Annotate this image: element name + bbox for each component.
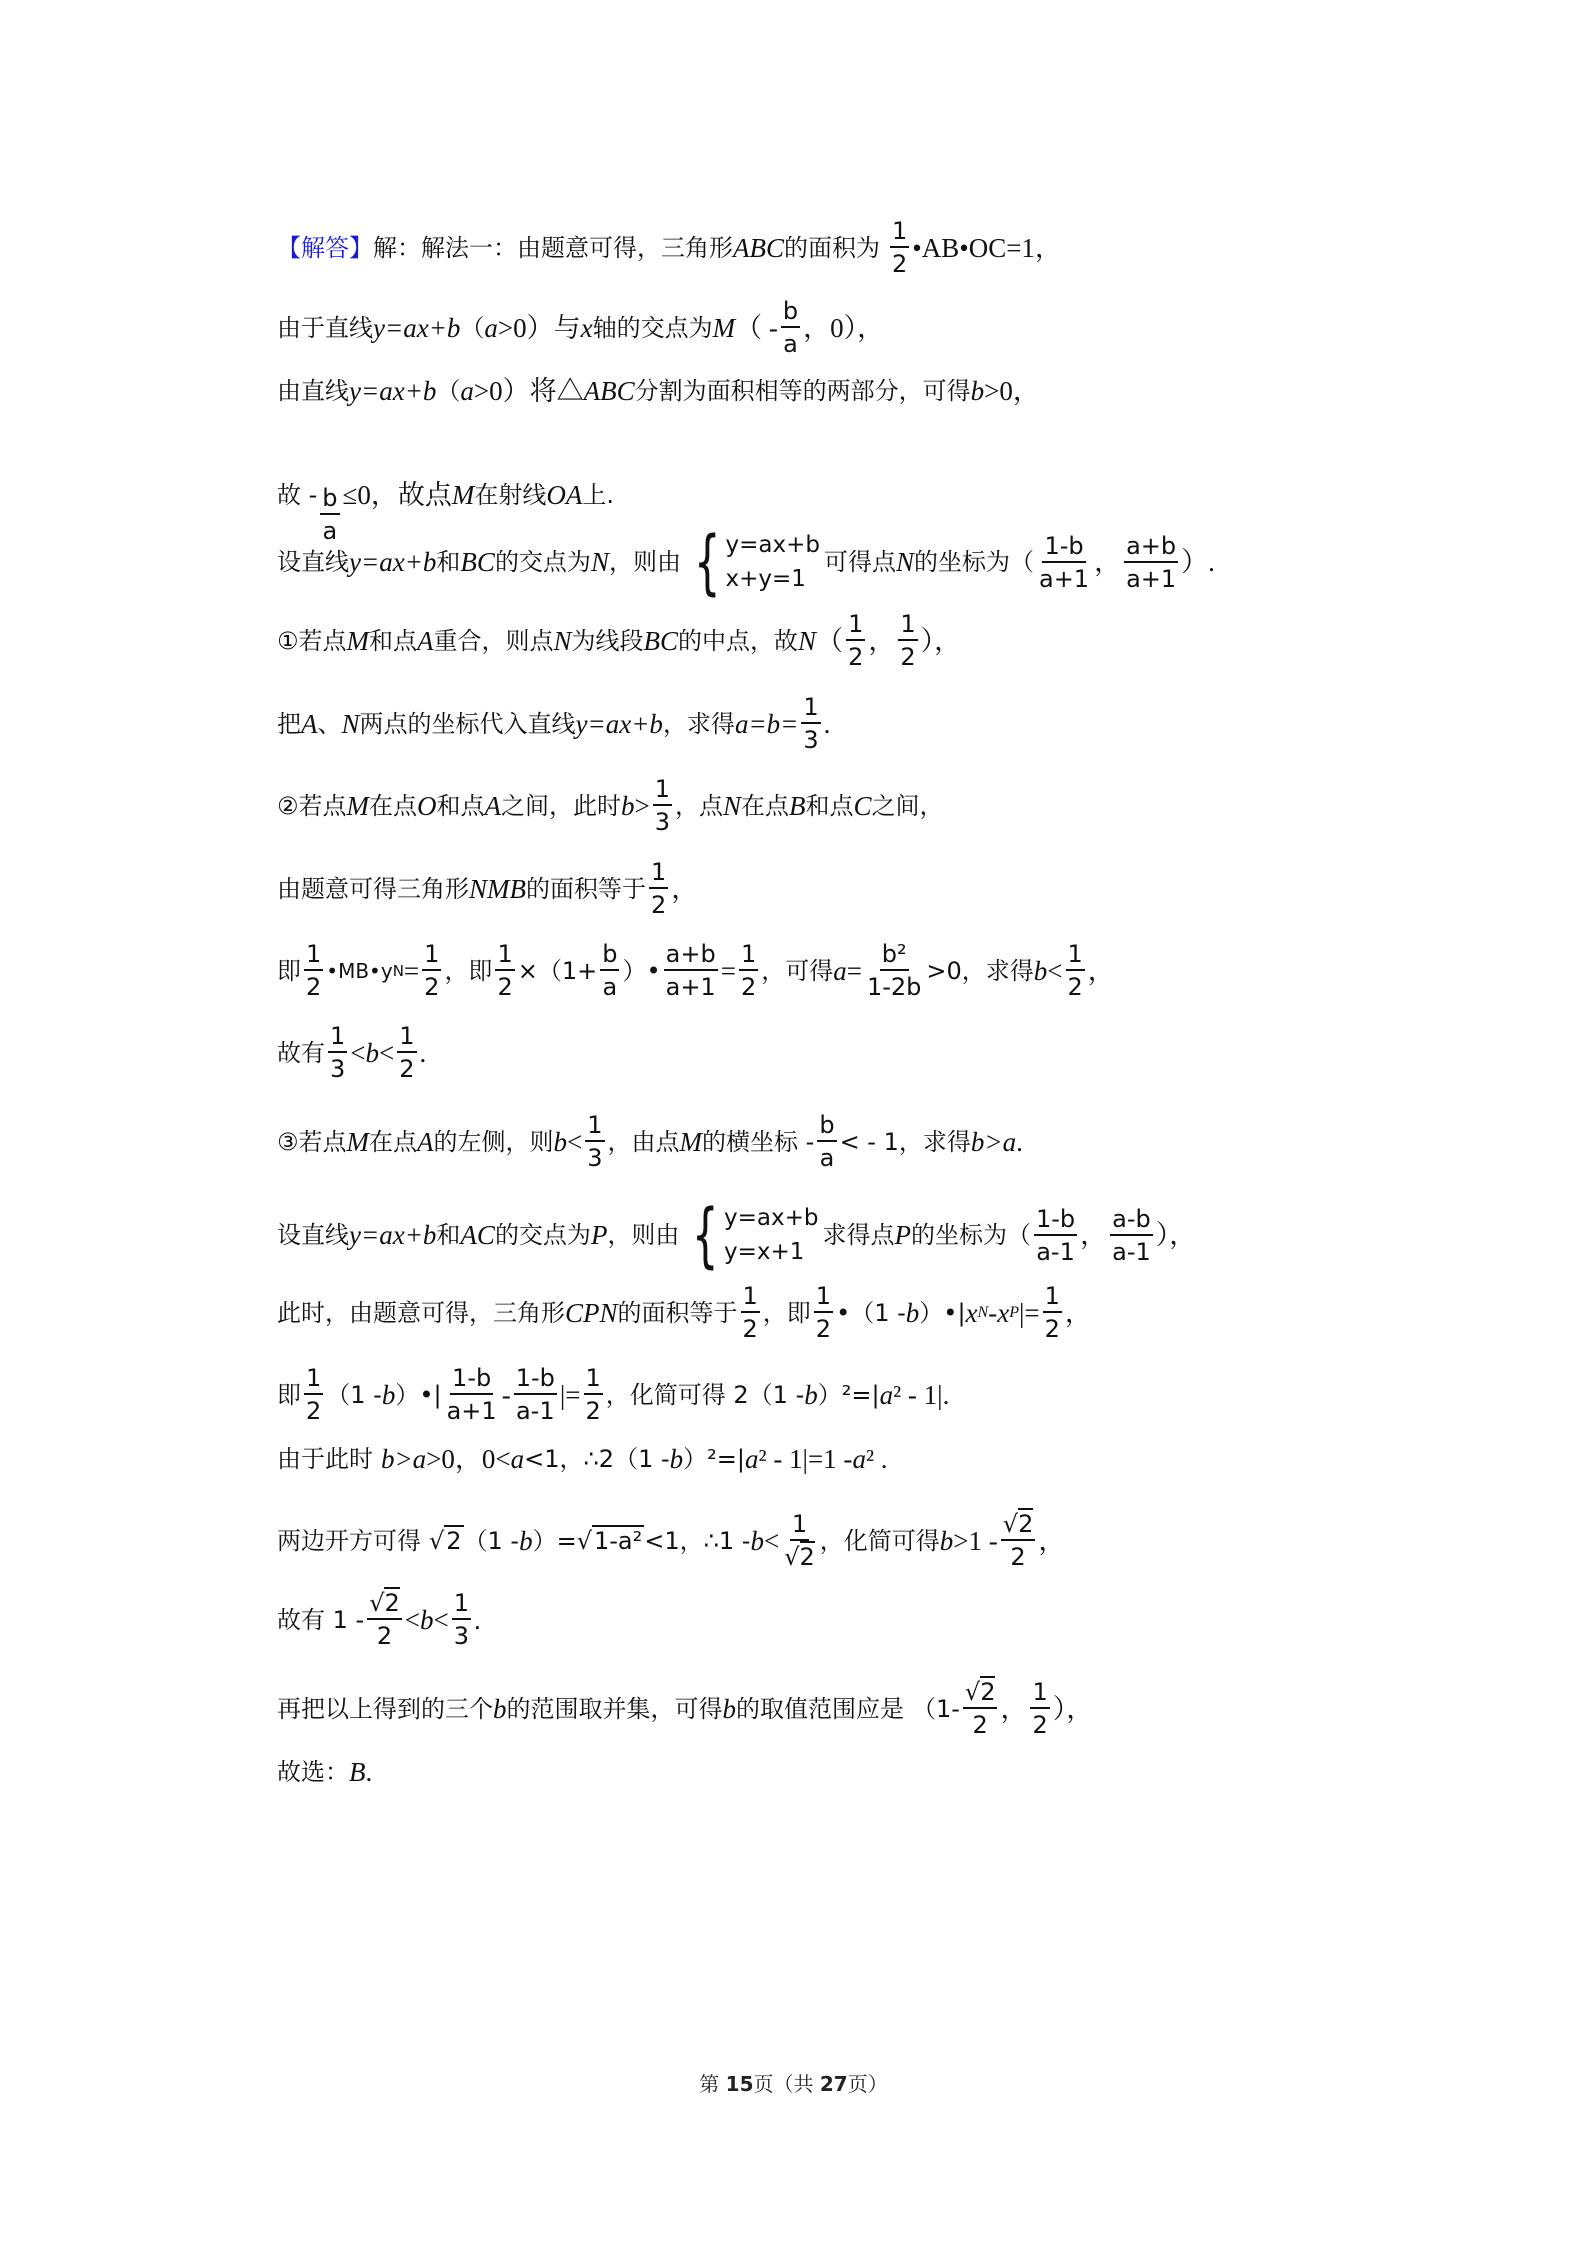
fraction: $\frac{1}{2}$ bbox=[740, 940, 757, 1001]
fraction: $\frac{a-b}{a-1}$ bbox=[1112, 1204, 1151, 1266]
fraction: $\frac{1}{√2}$ bbox=[784, 1510, 815, 1571]
fraction: $\frac{1}{2}$ bbox=[306, 940, 322, 1001]
fraction: $\frac{√2}{2}$ bbox=[369, 1589, 400, 1650]
fraction: $\frac{a+b}{a+1}$ bbox=[665, 940, 716, 1001]
solution-line-4: 故 - $\frac{b}{a}$ ≤0，故点 M 在射线 OA 上. bbox=[277, 479, 614, 545]
solution-line-14: 此时，由题意可得，三角形 CPN 的面积等于 $\frac{1}{2}$ ，即 $\frac{1}{2}$ •（1 - b ）•| x N - x P |= $\frac{1}{2}$ ， bbox=[277, 1282, 1092, 1343]
solution-line-9: 由题意可得三角形 NMB 的面积等于 $\frac{1}{2}$ ， bbox=[277, 858, 699, 919]
left-brace-icon: { bbox=[693, 521, 721, 603]
solution-line-7: 把 A 、 N 两点的坐标代入直线 y=ax+b ，求得 a=b= $\frac{1}{3}$ . bbox=[277, 693, 831, 754]
fraction: $\frac{1}{2}$ bbox=[742, 1282, 758, 1343]
fraction: $\frac{\text{b²}}{1-2b}$ bbox=[866, 940, 922, 1001]
fraction: $\frac{√2}{2}$ bbox=[964, 1678, 996, 1739]
solution-line-11: 故有 $\frac{1}{3}$ < b < $\frac{1}{2}$ . bbox=[277, 1022, 427, 1083]
solution-line-5: 设直线 y=ax+b 和 BC 的交点为 N ，则由 { y=ax+b x+y=1 可得点 N 的坐标为（ $\frac{1-b}{a+1}$ ， $\frac{a+b}{a+1}$ ）. bbox=[277, 521, 1215, 603]
fraction: $\frac{1-b}{a+1}$ bbox=[446, 1364, 497, 1425]
solution-line-3: 由直线 y=ax+b （ a >0）将△ ABC 分割为面积相等的两部分，可得 b >0， bbox=[277, 376, 1040, 406]
fraction: $\frac{1}{2}$ bbox=[497, 940, 513, 1001]
solution-line-8: ②若点 M 在点 O 和点 A 之间，此时 b > $\frac{1}{3}$ ，点 N 在点 B 和点 C 之间， bbox=[277, 775, 944, 836]
equation-system: { y=ax+b y=x+1 bbox=[692, 1194, 819, 1276]
solution-line-6: ①若点 M 和点 A 重合，则点 N 为线段 BC 的中点，故 N （ $\frac{1}{2}$ ， $\frac{1}{2}$ ）， bbox=[277, 610, 962, 671]
fraction: $\frac{1}{3}$ bbox=[654, 775, 671, 836]
fraction: $\frac{1}{3}$ bbox=[453, 1589, 470, 1650]
page-number: 15 bbox=[725, 2072, 754, 2096]
solution-line-13: 设直线 y=ax+b 和 AC 的交点为 P ，则由 { y=ax+b y=x+1 求得点 P 的坐标为（ $\frac{1-b}{a-1}$ ， $\frac{a-b}{a-1}$ ）， bbox=[277, 1194, 1197, 1276]
solution-line-12: ③若点 M 在点 A 的左侧，则 b < $\frac{1}{3}$ ，由点 M 的横坐标 - $\frac{b}{a}$ < - 1，求得 b>a . bbox=[277, 1111, 1023, 1172]
fraction: $\frac{1}{2}$ bbox=[651, 858, 667, 919]
page-total: 27 bbox=[819, 2072, 848, 2096]
page-footer: 第 15页（共 27页） bbox=[699, 2072, 888, 2096]
fraction: $\frac{1-b}{a+1}$ bbox=[1038, 531, 1090, 593]
fraction: $\frac{1}{2}$ bbox=[1067, 940, 1083, 1001]
fraction: $\frac{1}{2}$ bbox=[1032, 1678, 1048, 1739]
fraction: $\frac{a+b}{a+1}$ bbox=[1126, 531, 1177, 593]
fraction: $\frac{1}{2}$ bbox=[399, 1022, 415, 1083]
fraction: $\frac{1}{2}$ bbox=[306, 1364, 322, 1425]
solution-line-20: 故选： B . bbox=[277, 1757, 373, 1787]
solution-line-1: 【解答】 解：解法一：由题意可得，三角形 ABC 的面积为 $\frac{1}{2}$ •AB•OC=1， bbox=[277, 217, 1062, 278]
fraction: $\frac{1}{2}$ bbox=[424, 940, 440, 1001]
equation-system: { y=ax+b x+y=1 bbox=[693, 521, 820, 603]
fraction: $\frac{1}{2}$ bbox=[900, 610, 916, 671]
fraction: $\frac{b}{a}$ bbox=[819, 1111, 835, 1172]
fraction: $\frac{1}{2}$ bbox=[815, 1282, 832, 1343]
fraction: $\frac{1}{2}$ bbox=[848, 610, 864, 671]
fraction: $\frac{1-b}{a-1}$ bbox=[515, 1364, 555, 1425]
left-brace-icon: { bbox=[692, 1194, 720, 1276]
fraction: $\frac{b}{a}$ bbox=[322, 484, 338, 545]
solution-line-10: 即 $\frac{1}{2}$ •MB•y N = $\frac{1}{2}$ ，即 $\frac{1}{2}$ ×（1+ $\frac{b}{a}$ ）• $\frac{a+b}{a+1}$ = $\frac{1}{2}$ ，可得 a = $\frac{\text{b²}}{1-2b}$ >0，求得 b < $\frac{1}{2}$ ， bbox=[277, 940, 1115, 1001]
square-root: √2 bbox=[428, 1526, 462, 1555]
square-root: √1-a² bbox=[576, 1526, 643, 1555]
solution-line-16: 由于此时 b>a >0，0< a <1，∴2（1 - b ）²=| a ² - 1|=1 - a ² . bbox=[277, 1444, 888, 1474]
fraction: $\frac{1}{3}$ bbox=[587, 1111, 603, 1172]
fraction: $\frac{1}{2}$ bbox=[1044, 1282, 1060, 1343]
fraction: $\frac{√2}{2}$ bbox=[1002, 1510, 1034, 1571]
solution-line-17: 两边开方可得 √2 （1 - b ）= √1-a² <1，∴1 - b < $\frac{1}{√2}$ ，化简可得 b >1 - $\frac{√2}{2}$ ， bbox=[277, 1510, 1066, 1571]
solution-line-19: 再把以上得到的三个 b 的范围取并集，可得 b 的取值范围应是 （1- $\frac{√2}{2}$ ， $\frac{1}{2}$ ）， bbox=[277, 1678, 1094, 1739]
fraction: $\frac{1}{3}$ bbox=[803, 693, 819, 754]
fraction: $\frac{b}{a}$ bbox=[602, 940, 618, 1001]
fraction: $\frac{1}{2}$ bbox=[892, 217, 908, 278]
fraction: $\frac{1-b}{a-1}$ bbox=[1035, 1204, 1076, 1266]
fraction: $\frac{1}{2}$ bbox=[585, 1364, 601, 1425]
solution-tag: 【解答】 bbox=[277, 233, 373, 262]
solution-line-2: 由于直线 y=ax+b （ a >0）与 x 轴的交点为 M （ - $\frac{b}{a}$ ，0）， bbox=[277, 297, 885, 358]
solution-line-18: 故有 1 - $\frac{√2}{2}$ < b < $\frac{1}{3}$ . bbox=[277, 1589, 481, 1650]
fraction: $\frac{1}{3}$ bbox=[330, 1022, 346, 1083]
fraction: $\frac{b}{a}$ bbox=[782, 297, 799, 358]
solution-line-15: 即 $\frac{1}{2}$ （1 - b ）•| $\frac{1-b}{a+1}$ - $\frac{1-b}{a-1}$ |= $\frac{1}{2}$ ，化简可得 2（1 - b ）²=| a ² - 1|. bbox=[277, 1364, 950, 1425]
